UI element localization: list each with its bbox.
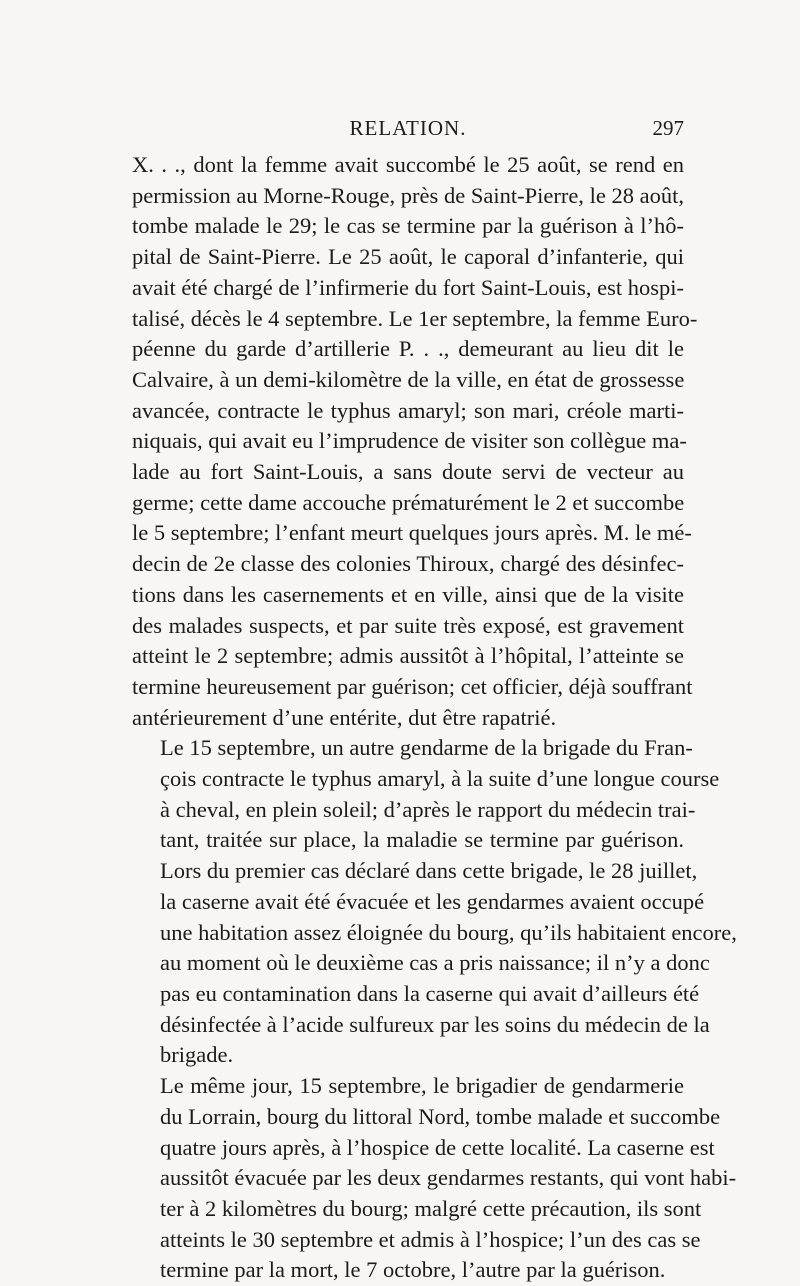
text-line: termine heureusement par guérison; cet officier, déjà souffrant — [132, 673, 693, 699]
text-line: avancée, contracte le typhus amaryl; son mari, créole marti- — [132, 397, 684, 423]
text-line: tombe malade le 29; le cas se termine par la guérison à l’hô- — [132, 213, 684, 239]
text-line: du Lorrain, bourg du littoral Nord, tombe malade et succombe — [160, 1103, 721, 1129]
text-line: tant, traitée sur place, la maladie se termine par guérison. — [160, 827, 684, 853]
text-line: decin de 2e classe des colonies Thiroux, chargé des désinfec- — [132, 551, 684, 577]
page-number: 297 — [652, 116, 684, 140]
text-line: une habitation assez éloignée du bourg, qu’ils habitaient encore, — [160, 919, 737, 945]
text-line: aussitôt évacuée par les deux gendarmes restants, qui vont habi- — [160, 1165, 737, 1191]
text-line: antérieurement d’une entérite, dut être rapatrié. — [132, 704, 557, 730]
page-header — [132, 112, 684, 150]
paragraph-2 — [132, 733, 737, 1071]
text-line: le 5 septembre; l’enfant meurt quelques jours après. M. le mé- — [132, 520, 692, 546]
text-line: Calvaire, à un demi-kilomètre de la ville, en état de grossesse — [132, 366, 685, 392]
text-line: termine par la mort, le 7 octobre, l’autre par la guérison. — [160, 1257, 666, 1283]
text-line: niquais, qui avait eu l’imprudence de visiter son collègue ma- — [132, 428, 687, 454]
text-line: atteints le 30 septembre et admis à l’hospice; l’un des cas se — [160, 1226, 701, 1252]
paragraph-1 — [132, 150, 698, 733]
paragraph-3 — [132, 1071, 737, 1286]
text-line: pital de Saint-Pierre. Le 25 août, le caporal d’infanterie, qui — [132, 244, 684, 270]
text-line: avait été chargé de l’infirmerie du fort Saint-Louis, est hospi- — [132, 274, 684, 300]
text-line: Le 15 septembre, un autre gendarme de la brigade du Fran- — [160, 735, 693, 761]
running-head: RELATION. — [349, 116, 467, 140]
text-line: talisé, décès le 4 septembre. Le 1er septembre, la femme Euro- — [132, 305, 698, 331]
text-line: brigade. — [160, 1042, 234, 1068]
text-line: des malades suspects, et par suite très exposé, est gravement — [132, 612, 684, 638]
text-line: pas eu contamination dans la caserne qui avait d’ailleurs été — [160, 980, 700, 1006]
text-line: germe; cette dame accouche prématurément le 2 et succombe — [132, 489, 685, 515]
text-line: X. . ., dont la femme avait succombé le 25 août, se rend en — [132, 152, 684, 177]
text-line: à cheval, en plein soleil; d’après le rapport du médecin trai- — [160, 796, 696, 822]
body-text — [132, 150, 737, 1286]
text-line: Lors du premier cas déclaré dans cette brigade, le 28 juillet, — [160, 858, 698, 884]
text-line: au moment où le deuxième cas a pris naissance; il n’y a donc — [160, 950, 710, 976]
text-line: quatre jours après, à l’hospice de cette localité. La caserne est — [160, 1134, 715, 1160]
text-line: permission au Morne-Rouge, près de Saint-Pierre, le 28 août, — [132, 182, 684, 208]
text-line: ter à 2 kilomètres du bourg; malgré cette précaution, ils sont — [160, 1195, 702, 1221]
text-line: çois contracte le typhus amaryl, à la suite d’une longue course — [160, 766, 720, 792]
text-line: lade au fort Saint-Louis, a sans doute servi de vecteur au — [132, 459, 684, 485]
page — [132, 112, 737, 1286]
text-line: atteint le 2 septembre; admis aussitôt à l’hôpital, l’atteinte se — [132, 643, 684, 669]
text-line: désinfectée à l’acide sulfureux par les soins du médecin de la — [160, 1011, 710, 1037]
text-line: la caserne avait été évacuée et les gendarmes avaient occupé — [160, 888, 705, 914]
text-line: péenne du garde d’artillerie P. . ., demeurant au lieu dit le — [132, 336, 684, 362]
text-line: Le même jour, 15 septembre, le brigadier de gendarmerie — [160, 1073, 684, 1099]
text-line: tions dans les casernements et en ville, ainsi que de la visite — [132, 581, 684, 607]
